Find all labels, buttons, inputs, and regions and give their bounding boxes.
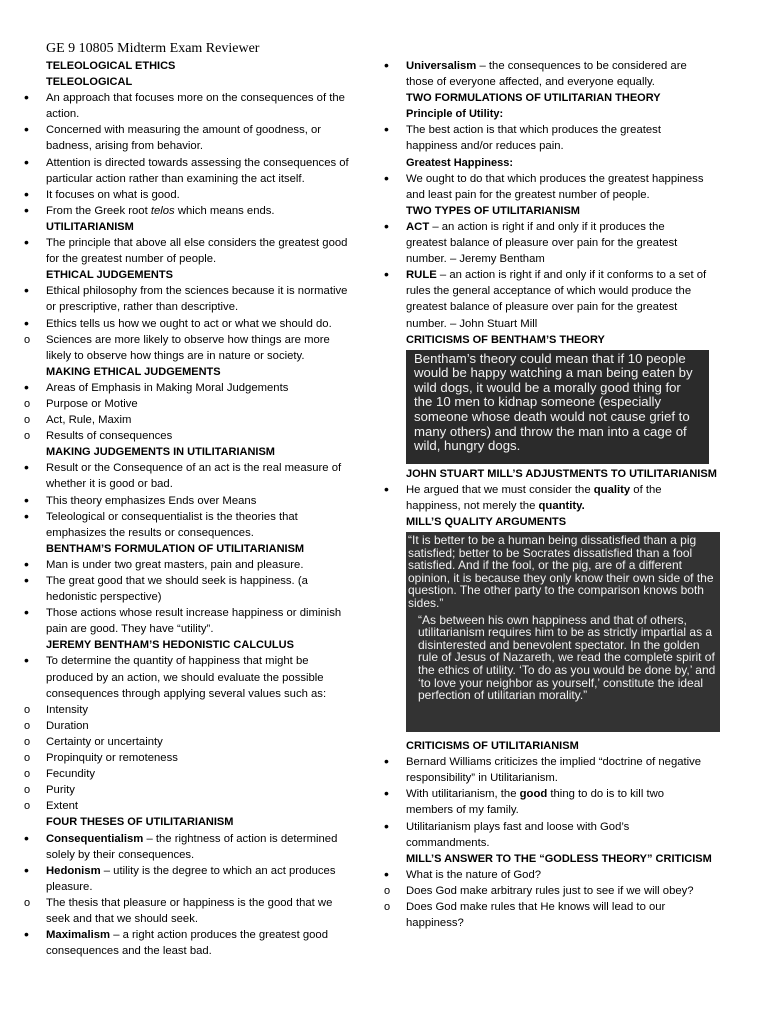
- list-item: [24, 718, 361, 734]
- text-line: [384, 835, 721, 851]
- list-item: [24, 831, 361, 847]
- section-heading: [384, 332, 721, 348]
- text-line: [24, 348, 361, 364]
- right-column: [384, 58, 721, 931]
- line-text: solely by their consequences.: [46, 848, 195, 861]
- line-text: – the rightness of action is determined: [143, 832, 338, 845]
- bullet-icon: [24, 203, 38, 220]
- section-heading: [384, 203, 721, 219]
- section-heading: [24, 74, 361, 90]
- text-line: [24, 299, 361, 315]
- text-line: [384, 251, 721, 267]
- bold-term: RULE: [406, 269, 437, 282]
- circle-bullet-icon: [24, 750, 38, 766]
- list-item: [24, 798, 361, 814]
- line-text: number. – Jeremy Bentham: [406, 253, 545, 266]
- line-text: Utilitarianism plays fast and loose with God’s: [406, 820, 630, 833]
- bullet-icon: [24, 316, 38, 333]
- list-item: [384, 754, 721, 770]
- section-heading: [24, 637, 361, 653]
- line-text: Purity: [46, 784, 75, 797]
- line-text: greatest balance of pleasure over pain for the greatest: [406, 237, 678, 250]
- mill-quotes-image: [406, 532, 720, 732]
- line-text: – an action is right if and only if it conforms to a set of: [436, 269, 707, 282]
- line-text: for the greatest number of people.: [46, 253, 217, 266]
- line-text: The principle that above all else considers the greatest good: [46, 237, 348, 250]
- mill-quote-1: “It is better to be a human being dissatisfied than a pig satisfied; better to be Socrates dissatisfied than a fool satisfied. And if the fool, or the pig, are of a different opinion, it is because they only know their own side of the question. The other party to the comparison knows both sides.”: [408, 533, 714, 611]
- list-item: [24, 122, 361, 138]
- line-text: Purpose or Motive: [46, 397, 138, 410]
- line-text: Concerned with measuring the amount of goodness, or: [46, 124, 322, 137]
- list-item: [24, 187, 361, 203]
- line-text: MILL’S ANSWER TO THE “GODLESS THEORY” CRITICISM: [406, 852, 712, 865]
- line-text: pleasure.: [46, 880, 93, 893]
- line-text: members of my family.: [406, 804, 519, 817]
- line-text: It focuses on what is good.: [46, 188, 180, 201]
- line-text: likely to observe how things are in nature or society.: [46, 349, 305, 362]
- section-heading: [384, 738, 721, 754]
- line-text: Greatest Happiness:: [406, 156, 513, 169]
- circle-bullet-icon: [24, 428, 38, 444]
- list-item: [24, 283, 361, 299]
- line-text: responsibility” in Utilitarianism.: [406, 772, 558, 785]
- circle-bullet-icon: [384, 899, 398, 915]
- document-title: GE 9 10805 Midterm Exam Reviewer: [46, 41, 260, 56]
- bold-term: ACT: [406, 220, 430, 233]
- text-line: [24, 251, 361, 267]
- line-text: Certainty or uncertainty: [46, 735, 163, 748]
- bullet-icon: [24, 605, 38, 622]
- line-text: From the Greek root: [46, 204, 151, 217]
- text-line: [24, 911, 361, 927]
- bullet-icon: [384, 754, 398, 771]
- line-text: Ethics tells us how we ought to act or what we should do.: [46, 317, 332, 330]
- bullet-icon: [384, 58, 398, 75]
- line-text: thing to do is to kill two: [547, 788, 665, 801]
- line-text: hedonistic perspective): [46, 591, 162, 604]
- line-text: Propinquity or remoteness: [46, 752, 178, 765]
- list-item: [24, 509, 361, 525]
- line-text: pain are good. They have “utility”.: [46, 623, 214, 636]
- text-line: [24, 138, 361, 154]
- line-text: greatest balance of pleasure over pain for the greatest: [406, 301, 678, 314]
- list-item: [384, 819, 721, 835]
- line-text: happiness, not merely the: [406, 499, 539, 512]
- text-line: [24, 621, 361, 637]
- line-text: JEREMY BENTHAM’S HEDONISTIC CALCULUS: [46, 639, 294, 652]
- line-text: CRITICISMS OF BENTHAM’S THEORY: [406, 333, 605, 346]
- section-heading: [384, 106, 721, 122]
- list-item: [24, 734, 361, 750]
- text-line: [24, 686, 361, 702]
- list-item: [384, 883, 721, 899]
- line-text: Principle of Utility:: [406, 108, 504, 121]
- circle-bullet-icon: [24, 782, 38, 798]
- bullet-icon: [384, 867, 398, 884]
- bullet-icon: [24, 831, 38, 848]
- text-line: [24, 525, 361, 541]
- bullet-icon: [24, 283, 38, 300]
- list-item: [24, 460, 361, 476]
- section-heading: [24, 364, 361, 380]
- line-text: emphasizes the results or consequences.: [46, 526, 254, 539]
- line-text: Does God make rules that He knows will lead to our: [406, 901, 666, 913]
- list-item: [24, 155, 361, 171]
- text-line: [24, 847, 361, 863]
- bold-term: quality: [593, 483, 631, 496]
- line-text: – an action is right if and only if it produces the: [429, 220, 665, 233]
- list-item: [24, 332, 361, 348]
- text-line: [24, 171, 361, 187]
- list-item: [24, 316, 361, 332]
- bullet-icon: [384, 482, 398, 499]
- line-text: We ought to do that which produces the greatest happiness: [406, 172, 704, 185]
- list-item: [384, 867, 721, 883]
- circle-bullet-icon: [24, 332, 38, 348]
- list-item: [384, 899, 721, 915]
- bold-term: good: [519, 788, 548, 801]
- line-text: ETHICAL JUDGEMENTS: [46, 269, 173, 282]
- text-line: [384, 138, 721, 154]
- list-item: [384, 267, 721, 283]
- line-text: produced by an action, we should evaluate the possible: [46, 671, 324, 684]
- list-item: [24, 750, 361, 766]
- list-item: [24, 380, 361, 396]
- line-text: Bernard Williams criticizes the implied “doctrine of negative: [406, 756, 702, 769]
- line-text: This theory emphasizes Ends over Means: [46, 494, 257, 507]
- circle-bullet-icon: [24, 734, 38, 750]
- list-item: [24, 573, 361, 589]
- bullet-icon: [24, 155, 38, 172]
- section-heading: [24, 219, 361, 235]
- bullet-icon: [24, 573, 38, 590]
- line-text: action.: [46, 108, 80, 121]
- line-text: number. – John Stuart Mill: [406, 317, 538, 330]
- list-item: [384, 219, 721, 235]
- bullet-icon: [384, 267, 398, 284]
- line-text: those of everyone affected, and everyone equally.: [406, 76, 655, 89]
- bullet-icon: [24, 927, 38, 944]
- text-line: [24, 943, 361, 959]
- text-line: [384, 770, 721, 786]
- bullet-icon: [384, 122, 398, 139]
- bullet-icon: [384, 171, 398, 188]
- circle-bullet-icon: [24, 766, 38, 782]
- list-item: [24, 203, 361, 219]
- text-line: [384, 915, 721, 931]
- bullet-icon: [384, 786, 398, 803]
- line-text: TELEOLOGICAL: [46, 76, 133, 89]
- bullet-icon: [24, 90, 38, 107]
- line-text: Fecundity: [46, 768, 95, 781]
- text-line: [24, 879, 361, 895]
- line-text: He argued that we must consider the: [406, 483, 594, 496]
- list-item: [24, 412, 361, 428]
- list-item: [24, 235, 361, 251]
- section-heading: [384, 851, 721, 867]
- line-text: of the: [630, 483, 662, 496]
- list-item: [24, 766, 361, 782]
- text-line: [384, 498, 721, 514]
- text-line: [384, 235, 721, 251]
- line-text: – the consequences to be considered are: [476, 60, 687, 72]
- text-line: [24, 476, 361, 492]
- line-text: What is the nature of God?: [406, 868, 542, 881]
- italic-term: telos: [150, 204, 175, 217]
- line-text: – utility is the degree to which an act produces: [100, 864, 336, 877]
- bold-term: quantity.: [538, 499, 585, 512]
- line-text: – a right action produces the greatest good: [110, 929, 328, 942]
- line-text: To determine the quantity of happiness that might be: [46, 655, 309, 668]
- list-item: [24, 895, 361, 911]
- line-text: TWO FORMULATIONS OF UTILITARIAN THEORY: [406, 92, 661, 105]
- section-heading: [384, 466, 721, 482]
- line-text: FOUR THESES OF UTILITARIANISM: [46, 816, 234, 829]
- circle-bullet-icon: [24, 702, 38, 718]
- line-text: Those actions whose result increase happiness or diminish: [46, 607, 342, 620]
- line-text: consequences and the least bad.: [46, 945, 212, 958]
- bentham-criticism-image: Bentham’s theory could mean that if 10 people would be happy watching a man being eaten by wild dogs, it would be a morally good thing for the 10 men to kidnap someone (especially someone whose death would not cause grief to many others) and throw the man into a cage of wild, hungry dogs.: [406, 350, 709, 464]
- line-text: TELEOLOGICAL ETHICS: [46, 60, 176, 72]
- line-text: rules the general acceptance of which would produce the: [406, 285, 692, 298]
- section-heading: [24, 58, 361, 74]
- left-column: [24, 58, 361, 959]
- circle-bullet-icon: [384, 883, 398, 899]
- line-text: MAKING JUDGEMENTS IN UTILITARIANISM: [46, 446, 275, 459]
- line-text: With utilitarianism, the: [406, 788, 520, 801]
- list-item: [24, 702, 361, 718]
- bold-term: Universalism: [406, 60, 477, 72]
- line-text: seek and that we should seek.: [46, 912, 198, 925]
- line-text: and least pain for the greatest number of people.: [406, 188, 650, 201]
- section-heading: [384, 155, 721, 171]
- line-text: JOHN STUART MILL’S ADJUSTMENTS TO UTILITARIANISM: [406, 467, 717, 480]
- line-text: which means ends.: [174, 204, 275, 217]
- line-text: Does God make arbitrary rules just to see if we will obey?: [406, 884, 694, 897]
- bullet-icon: [24, 380, 38, 397]
- line-text: Results of consequences: [46, 430, 173, 443]
- text-line: [384, 187, 721, 203]
- line-text: or prescriptive, rather than descriptive.: [46, 301, 239, 314]
- line-text: An approach that focuses more on the consequences of the: [46, 92, 345, 105]
- line-text: Result or the Consequence of an act is the real measure of: [46, 462, 342, 475]
- text-line: [24, 106, 361, 122]
- section-heading: [24, 541, 361, 557]
- line-text: Attention is directed towards assessing the consequences of: [46, 156, 349, 169]
- list-item: [24, 557, 361, 573]
- bullet-icon: [24, 509, 38, 526]
- text-line: [384, 283, 721, 299]
- bullet-icon: [384, 819, 398, 836]
- line-text: happiness and/or reduces pain.: [406, 140, 564, 153]
- list-item: [24, 782, 361, 798]
- list-item: [24, 605, 361, 621]
- line-text: Man is under two great masters, pain and pleasure.: [46, 558, 304, 571]
- section-heading: [384, 90, 721, 106]
- line-text: happiness?: [406, 917, 464, 930]
- list-item: [24, 396, 361, 412]
- bold-term: Maximalism: [46, 929, 111, 942]
- circle-bullet-icon: [24, 798, 38, 814]
- list-item: [384, 482, 721, 498]
- list-item: [24, 90, 361, 106]
- circle-bullet-icon: [24, 412, 38, 428]
- line-text: consequences through applying several values such as:: [46, 687, 327, 700]
- list-item: [384, 786, 721, 802]
- bullet-icon: [24, 460, 38, 477]
- bullet-icon: [24, 653, 38, 670]
- line-text: The thesis that pleasure or happiness is the good that we: [46, 896, 333, 909]
- list-item: [384, 122, 721, 138]
- line-text: badness, arising from behavior.: [46, 140, 203, 153]
- bullet-icon: [24, 863, 38, 880]
- text-line: [384, 299, 721, 315]
- mill-quote-2: “As between his own happiness and that of others, utilitarianism requires him to be as strictly impartial as a disinterested and benevolent spectator. In the golden rule of Jesus of Nazareth, we read the complete spirit of the ethics of utility. ‘To do as you would be done by,’ and ‘to love your neighbor as yourself,’ constitute the ideal perfection of utilitarian morality.”: [418, 612, 716, 703]
- section-heading: [24, 267, 361, 283]
- text-line: [24, 589, 361, 605]
- line-text: Extent: [46, 800, 79, 813]
- circle-bullet-icon: [24, 895, 38, 911]
- list-item: [24, 493, 361, 509]
- list-item: [24, 927, 361, 943]
- text-line: [384, 74, 721, 90]
- line-text: MILL’S QUALITY ARGUMENTS: [406, 515, 567, 528]
- line-text: Sciences are more likely to observe how things are more: [46, 333, 330, 346]
- text-line: [384, 316, 721, 332]
- bold-term: Consequentialism: [46, 832, 144, 845]
- text-line: [24, 670, 361, 686]
- line-text: Intensity: [46, 703, 89, 716]
- line-text: TWO TYPES OF UTILITARIANISM: [406, 204, 580, 217]
- line-text: commandments.: [406, 836, 490, 849]
- bold-term: Hedonism: [46, 864, 101, 877]
- line-text: Teleological or consequentialist is the theories that: [46, 510, 298, 523]
- line-text: particular action rather than examining the act itself.: [46, 172, 305, 185]
- line-text: Duration: [46, 719, 89, 732]
- section-heading: [24, 814, 361, 830]
- list-item: [24, 428, 361, 444]
- text-line: [384, 802, 721, 818]
- list-item: [24, 653, 361, 669]
- line-text: MAKING ETHICAL JUDGEMENTS: [46, 365, 221, 378]
- line-text: The great good that we should seek is happiness. (a: [46, 575, 308, 587]
- line-text: BENTHAM’S FORMULATION OF UTILITARIANISM: [46, 542, 305, 555]
- section-heading: [384, 514, 721, 530]
- list-item: [384, 171, 721, 187]
- bullet-icon: [24, 122, 38, 139]
- list-item: [24, 863, 361, 879]
- bullet-icon: [24, 235, 38, 252]
- line-text: whether it is good or bad.: [46, 478, 173, 491]
- line-text: The best action is that which produces the greatest: [406, 124, 661, 137]
- section-heading: [24, 444, 361, 460]
- list-item: [384, 58, 721, 74]
- bullet-icon: [384, 219, 398, 236]
- line-text: Act, Rule, Maxim: [46, 414, 132, 427]
- line-text: Areas of Emphasis in Making Moral Judgements: [46, 381, 289, 394]
- line-text: UTILITARIANISM: [46, 220, 134, 233]
- circle-bullet-icon: [24, 718, 38, 734]
- circle-bullet-icon: [24, 396, 38, 412]
- line-text: CRITICISMS OF UTILITARIANISM: [406, 740, 579, 753]
- line-text: Ethical philosophy from the sciences because it is normative: [46, 285, 348, 298]
